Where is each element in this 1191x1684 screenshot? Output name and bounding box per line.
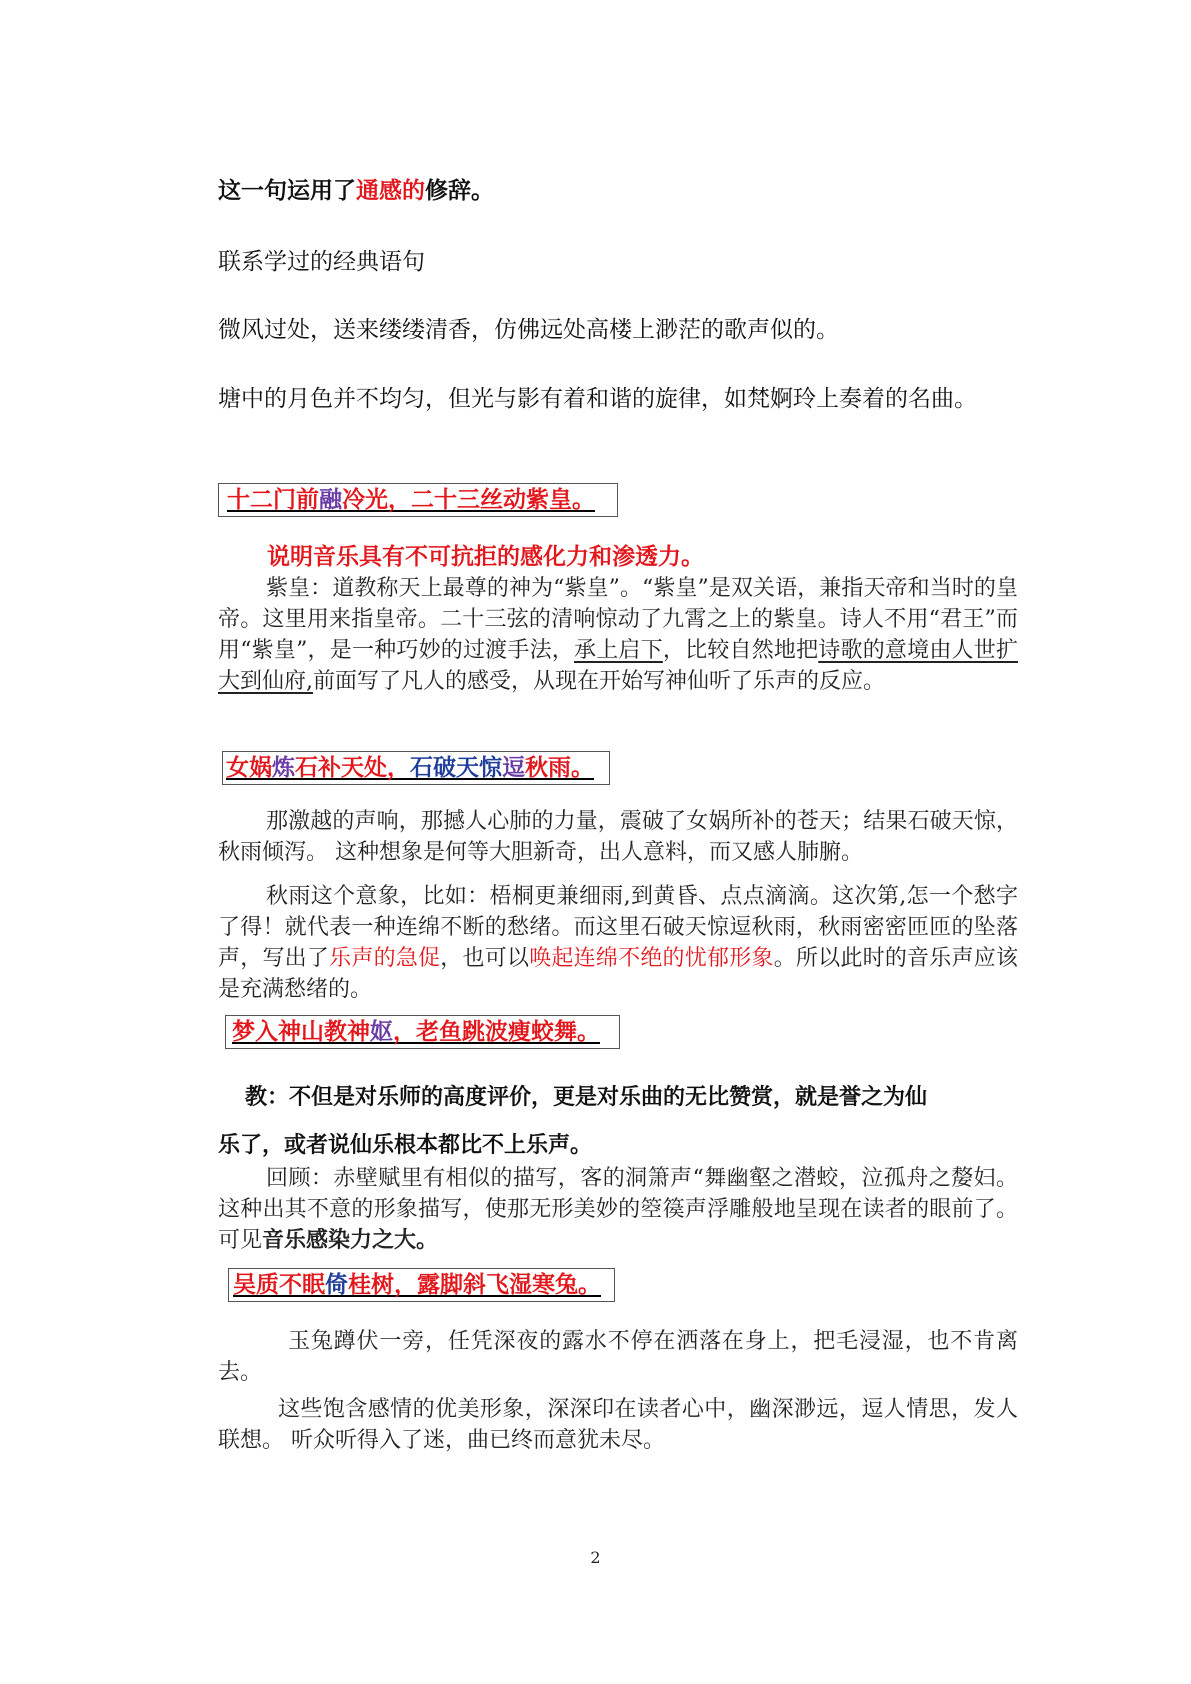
paragraph-autumn-rain: 秋雨这个意象，比如：梧桐更兼细雨,到黄昏、点点滴滴。这次第,怎一个愁字了得！就代表一种连绵不断的愁绪。而这里石破天惊逗秋雨，秋雨密密匝匝的坠落声，写出了乐声的急促，也可以唤起连绵不绝的忧郁形象。所以此时的音乐声应该是充满愁绪的。: [218, 884, 1018, 1002]
poem-line-4: 吴质不眠倚桂树，露脚斜飞湿寒兔。: [233, 1272, 601, 1298]
jiao-explanation-2: 乐了，或者说仙乐根本都比不上乐声。: [218, 1132, 593, 1158]
paragraph-summary: 这些饱含感情的优美形象，深深印在读者心中，幽深渺远，逗人情思，发人联想。 听众听得入了迷，曲已终而意犹未尽。: [218, 1397, 1018, 1453]
classic-lines-label: 联系学过的经典语句: [218, 249, 425, 275]
heading-text: 这一句运用了: [218, 178, 356, 204]
poem-line-box-3: [225, 1015, 620, 1049]
paragraph-jade-rabbit: 玉兔蹲伏一旁，任凭深夜的露水不停在洒落在身上，把毛浸湿，也不肯离去。: [218, 1329, 1018, 1385]
paragraph-zihuang: 紫皇：道教称天上最尊的神为“紫皇”。“紫皇”是双关语，兼指天帝和当时的皇帝。这里用来指皇帝。二十三弦的清响惊动了九霄之上的紫皇。诗人不用“君王”而用“紫皇”，是一种巧妙的过渡手法，承上启下，比较自然地把诗歌的意境由人世扩大到仙府,前面写了凡人的感受，从现在开始写神仙听了乐声的反应。: [218, 576, 1018, 694]
poem-line-2: 女娲炼石补天处，石破天惊逗秋雨。: [226, 755, 594, 781]
poem-line-box-4: [228, 1268, 615, 1302]
rhetoric-heading: [218, 172, 494, 205]
heading-highlight: 通感的: [356, 178, 425, 204]
poem-line-3: 梦入神山教神妪，老鱼跳波瘦蛟舞。: [232, 1019, 600, 1045]
example-sentence-2: 塘中的月色并不均匀，但光与影有着和谐的旋律，如梵婀玲上奏着的名曲。: [218, 386, 977, 412]
paragraph-nvwa: 那激越的声响，那撼人心肺的力量，震破了女娲所补的苍天；结果石破天惊，秋雨倾泻。 这种想象是何等大胆新奇，出人意料，而又感人肺腑。: [218, 809, 1018, 865]
page-number: 2: [590, 1548, 601, 1567]
example-sentence-1: 微风过处，送来缕缕清香，仿佛远处高楼上渺茫的歌声似的。: [218, 317, 839, 343]
poem-line-box-1: [218, 483, 618, 517]
jiao-explanation-1: 教：不但是对乐师的高度评价，更是对乐曲的无比赞赏，就是誉之为仙: [245, 1084, 928, 1110]
poem-line-1: 十二门前融冷光，二十三丝动紫皇。: [227, 487, 595, 513]
poem-line-box-2: [222, 751, 610, 785]
paragraph-review: 回顾：赤壁赋里有相似的描写，客的洞箫声“舞幽壑之潜蛟，泣孤舟之嫠妇。这种出其不意的形象描写，使那无形美妙的箜篌声浮雕般地呈现在读者的眼前了。可见音乐感染力之大。: [218, 1166, 1018, 1253]
music-note: 说明音乐具有不可抗拒的感化力和渗透力。: [267, 544, 704, 570]
heading-text-end: 修辞。: [425, 178, 494, 204]
